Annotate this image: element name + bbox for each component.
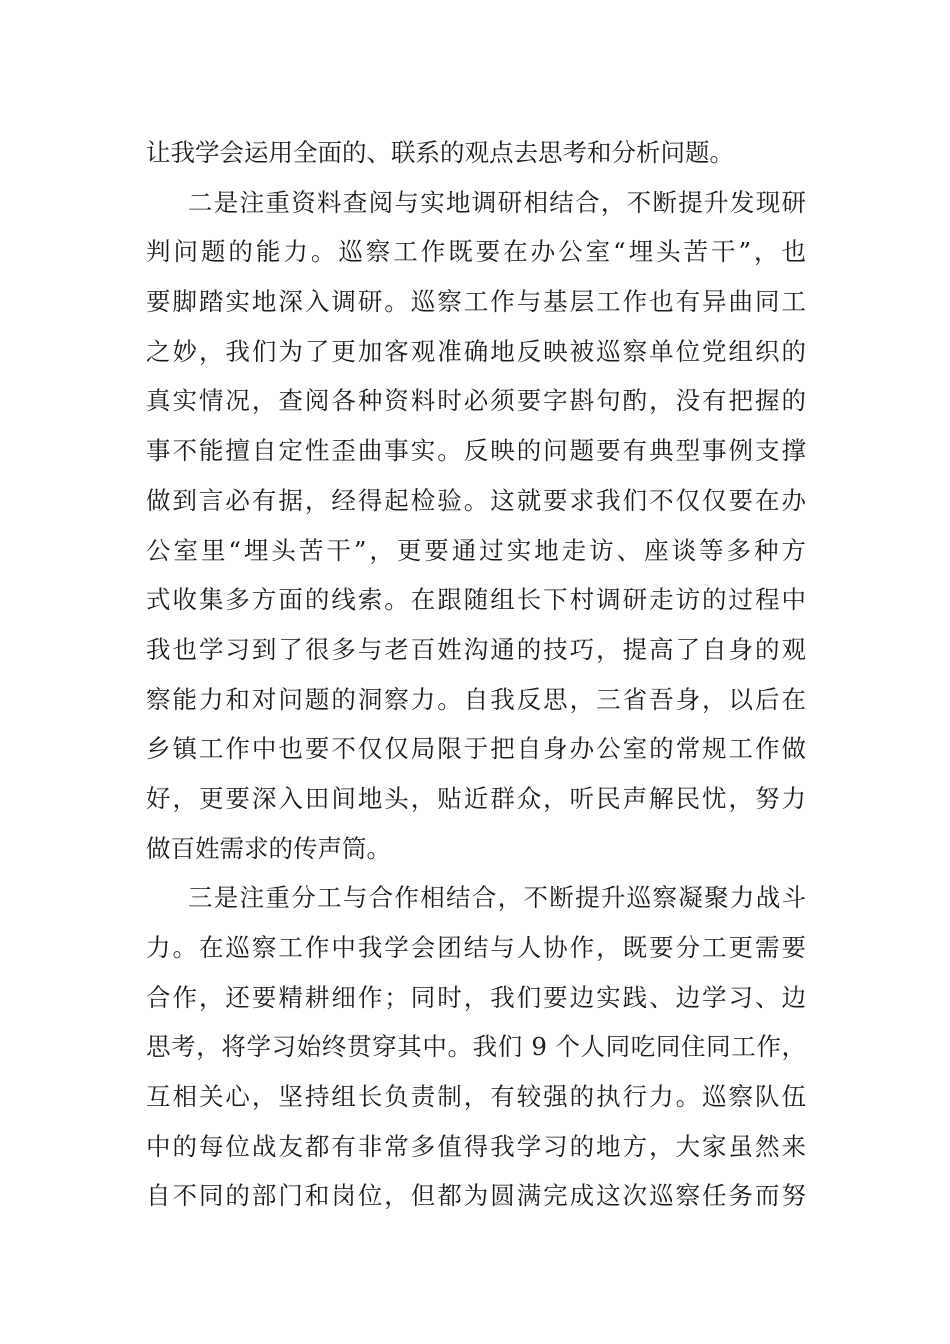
text-line: 自不同的部门和岗位，但都为圆满完成这次巡察任务而努 — [146, 1181, 806, 1211]
text-line: 好，更要深入田间地头，贴近群众，听民声解民忧，努力 — [146, 783, 806, 813]
text-line: 中的每位战友都有非常多值得我学习的地方，大家虽然来 — [146, 1131, 806, 1161]
text-line: 事不能擅自定性歪曲事实。反映的问题要有典型事例支撑 — [146, 436, 806, 466]
text-line: 判问题的能力。巡察工作既要在办公室“埋头苦干”，也 — [146, 237, 806, 267]
text-line: 公室里“埋头苦干”，更要通过实地走访、座谈等多种方 — [146, 535, 806, 565]
text-line: 做到言必有据，经得起检验。这就要求我们不仅仅要在办 — [146, 485, 806, 515]
text-line: 做百姓需求的传声筒。 — [146, 833, 391, 863]
text-line: 三是注重分工与合作相结合，不断提升巡察凝聚力战斗 — [188, 883, 806, 913]
text-line: 合作，还要精耕细作；同时，我们要边实践、边学习、边 — [146, 982, 806, 1012]
text-line: 真实情况，查阅各种资料时必须要字斟句酌，没有把握的 — [146, 386, 806, 416]
text-line: 二是注重资料查阅与实地调研相结合，不断提升发现研 — [188, 187, 806, 217]
text-line: 式收集多方面的线索。在跟随组长下村调研走访的过程中 — [146, 585, 806, 615]
text-line: 我也学习到了很多与老百姓沟通的技巧，提高了自身的观 — [146, 634, 806, 664]
text-line: 力。在巡察工作中我学会团结与人协作，既要分工更需要 — [146, 933, 806, 962]
body-text — [146, 128, 806, 1221]
text-line: 互相关心，坚持组长负责制，有较强的执行力。巡察队伍 — [146, 1082, 806, 1112]
text-line: 让我学会运用全面的、联系的观点去思考和分析问题。 — [146, 138, 734, 167]
text-line: 思考，将学习始终贯穿其中。我们 9 个人同吃同住同工作， — [146, 1032, 806, 1062]
text-line: 之妙，我们为了更加客观准确地反映被巡察单位党组织的 — [146, 336, 806, 366]
text-line: 察能力和对问题的洞察力。自我反思，三省吾身，以后在 — [146, 684, 806, 714]
text-line: 要脚踏实地深入调研。巡察工作与基层工作也有异曲同工 — [146, 287, 806, 317]
text-line: 乡镇工作中也要不仅仅局限于把自身办公室的常规工作做 — [146, 734, 806, 764]
